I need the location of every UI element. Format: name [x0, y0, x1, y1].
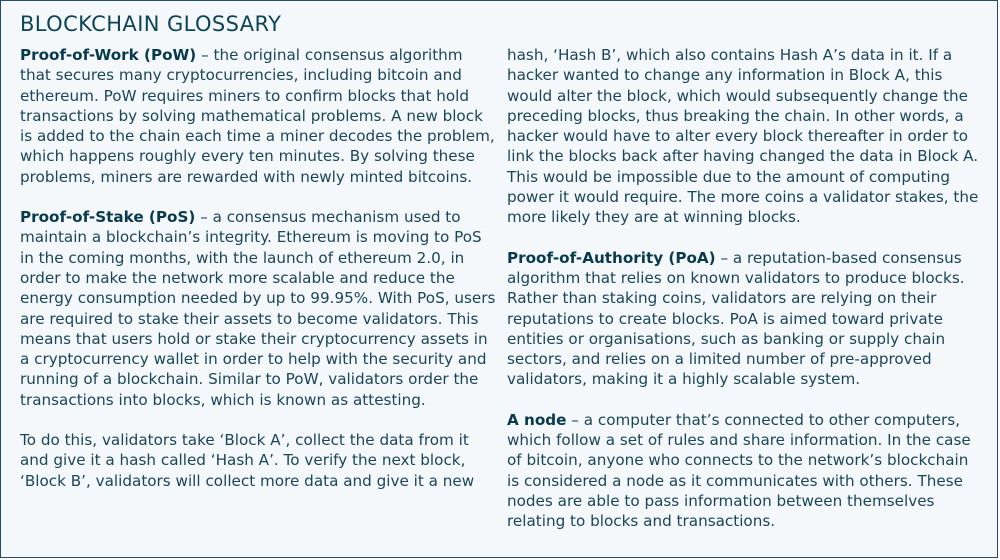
right-column — [507, 45, 985, 532]
glossary-entry-pow — [20, 45, 498, 187]
pos-continuation-text-2: hash, ‘Hash B’, which also contains Hash A’s data in it. If a hacker wanted to change any information in Block A, this would alter the block, which would subsequently change the preceding blocks, thus breaking the chain. In other words, a hacker would have to alter every block thereafter in order to link the blocks back after having changed the data in Block A. This would be impossible due to the amount of computing power it would require. The more coins a validator stakes, the more likely they are at winning blocks. — [507, 46, 979, 227]
page-title: BLOCKCHAIN GLOSSARY — [20, 12, 282, 36]
glossary-entry-pos — [20, 207, 498, 410]
definition-poa: – a reputation-based consensus algorithm that relies on known validators to produce blocks. Rather than staking coins, validators are relying on their reputations to create blocks. PoA is aimed toward private entities or organisations, such as banking or supply chain sectors, and relies on a limited number of pre-approved validators, making it a highly scalable system. — [507, 248, 965, 389]
left-column — [20, 45, 498, 491]
glossary-entry-node — [507, 410, 985, 532]
term-node: A node — [507, 410, 567, 429]
definition-pos: – a consensus mechanism used to maintain a blockchain’s integrity. Ethereum is moving to PoS in the coming months, with the launch of ethereum 2.0, in order to make the network more scalable and reduce the energy consumption needed by up to 99.95%. With PoS, users are required to stake their assets to become validators. This means that users hold or stake their cryptocurrency assets in a cryptocurrency wallet in order to help with the security and running of a blockchain. Similar to PoW, validators order the transactions into blocks, which is known as attesting. — [20, 208, 496, 409]
pos-continuation-text: To do this, validators take ‘Block A’, collect the data from it and give it a hash called ‘Hash A’. To verify the next block, ‘Block B’, validators will collect more data and give it a new — [20, 431, 475, 490]
term-pow: Proof-of-Work (PoW) — [20, 46, 197, 64]
pos-continuation-paragraph — [20, 430, 498, 491]
pos-continuation-paragraph-2 — [507, 45, 985, 228]
glossary-entry-poa — [507, 248, 985, 390]
definition-node: – a computer that’s connected to other computers, which follow a set of rules and share information. In the case of bitcoin, anyone who connects to the network’s blockchain is considered a node as it communicates with others. These nodes are able to pass information between themselves relating to blocks and transactions. — [507, 410, 971, 531]
term-poa: Proof-of-Authority (PoA) — [507, 248, 716, 267]
term-pos: Proof-of-Stake (PoS) — [20, 208, 196, 227]
definition-pow: – the original consensus algorithm that secures many cryptocurrencies, including bitcoin and ethereum. PoW requires miners to confirm blocks that hold transactions by solving mathematical problems. A new block is added to the chain each time a miner decodes the problem, which happens roughly every ten minutes. By solving these problems, miners are rewarded with newly minted bitcoins. — [20, 46, 495, 186]
